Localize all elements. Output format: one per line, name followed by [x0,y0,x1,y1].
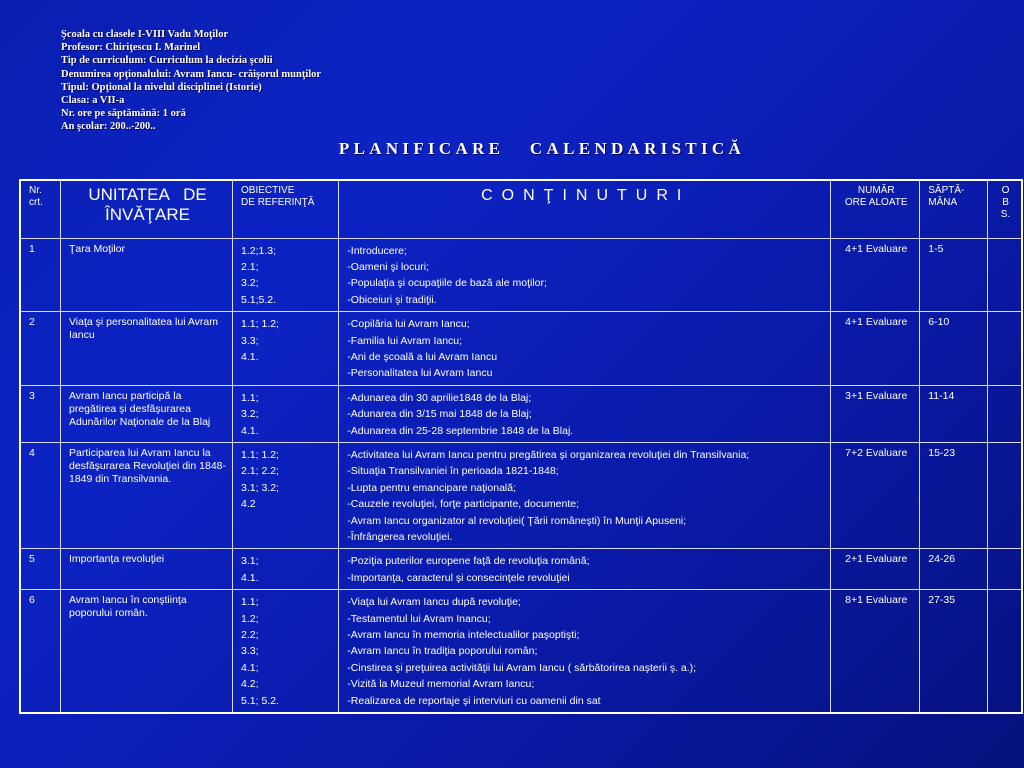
header-week: SĂPTĂ- MÂNA [920,180,988,238]
row-week: 6-10 [920,312,988,386]
row-number: 5 [20,549,60,590]
content-item: -Viaţa lui Avram Iancu după revoluţie; [347,596,521,609]
objective-item: 5.1; 5.2. [241,694,279,707]
row-obs [988,590,1022,713]
row-unit: Participarea lui Avram Iancu la desfăşurarea Revoluţiei din 1848-1849 din Transilvania. [60,442,232,548]
content-item: -Obiceiuri şi tradiţii. [347,293,437,306]
objective-item: 1.1; [241,596,259,609]
content-item: -Activitatea lui Avram Iancu pentru pregătirea şi organizarea revoluţiei din Transilvania; [347,448,750,461]
row-week: 24-26 [920,549,988,590]
table-row [20,385,1022,442]
objective-item: 5.1;5.2. [241,293,277,306]
table-header-row [20,180,1022,238]
row-week: 1-5 [920,238,988,312]
objective-item: 4.1. [241,424,259,437]
school-year: An şcolar: 200..-200.. [61,121,156,133]
row-contents [339,385,831,442]
objective-item: 4.2; [241,678,259,691]
content-item: -Ani de şcoală a lui Avram Iancu [347,350,498,363]
row-week: 11-14 [920,385,988,442]
objective-item: 4.1. [241,350,259,363]
row-number: 2 [20,312,60,386]
table-row [20,312,1022,386]
table-row [20,442,1022,548]
content-item: -Situaţia Transilvaniei în perioada 1821-1848; [347,465,559,478]
objective-item: 1.2;1.3; [241,244,277,257]
content-item: -Oameni şi locuri; [347,260,429,273]
class-level: Clasa: a VII-a [61,95,125,107]
objective-item: 2.1; [241,260,259,273]
row-obs [988,238,1022,312]
content-item: -Avram Iancu în memoria intelectualilor paşoptişti; [347,629,580,642]
header-nr: Nr. crt. [20,180,60,238]
row-hours: 7+2 Evaluare [831,442,920,548]
objective-item: 4.1. [241,571,259,584]
row-number: 6 [20,590,60,713]
optional-type: Tipul: Opţional la nivelul disciplinei (Istorie) [61,81,262,93]
row-obs [988,549,1022,590]
row-unit: Viaţa şi personalitatea lui Avram Iancu [60,312,232,386]
content-item: -Personalitatea lui Avram Iancu [347,367,493,380]
content-item: -Poziţia puterilor europene faţă de revoluţia română; [347,555,590,568]
objective-item: 1.1; 1.2; [241,448,279,461]
row-obs [988,442,1022,548]
objective-item: 3.2; [241,408,259,421]
row-unit: Ţara Moţilor [60,238,232,312]
content-item: -Avram Iancu organizator al revoluţiei( Ţării româneşti) în Munţii Apuseni; [347,514,687,527]
row-contents [339,312,831,386]
row-obs [988,312,1022,386]
row-objectives [233,442,339,548]
objective-item: 3.2; [241,277,259,290]
content-item: -Înfrângerea revoluţiei. [347,531,453,543]
row-number: 4 [20,442,60,548]
row-unit: Avram Iancu în conştiinţa poporului român. [60,590,232,713]
objective-item: 4.1; [241,661,259,674]
content-item: -Vizită la Muzeul memorial Avram Iancu; [347,678,535,691]
row-contents [339,442,831,548]
content-item: -Familia lui Avram Iancu; [347,334,463,347]
content-item: -Adunarea din 25-28 septembrie 1848 de la Blaj. [347,424,574,437]
content-item: -Realizarea de reportaje şi interviuri cu oamenii din sat [347,694,601,707]
objective-item: 4.2 [241,498,256,511]
optional-name: Denumirea opţionalului: Avram Iancu- crăişorul munţilor [61,68,322,80]
row-objectives [233,238,339,312]
row-hours: 3+1 Evaluare [831,385,920,442]
content-item: -Cinstirea şi preţuirea activităţii lui Avram Iancu ( sărbătorirea naşterii ş. a.); [347,661,697,674]
table-row [20,238,1022,312]
objective-item: 3.1; [241,555,259,568]
content-item: -Avram Iancu în tradiţia poporului român; [347,645,538,658]
school-name: Şcoala cu clasele I-VIII Vadu Moţilor [61,29,229,40]
table-row [20,549,1022,590]
header-obs: O B S. [988,180,1022,238]
row-contents [339,238,831,312]
content-item: -Introducere; [347,244,407,257]
objective-item: 1.1; [241,391,259,404]
objective-item: 3.3; [241,334,259,347]
content-item: -Cauzele revoluţiei, forţe participante, documente; [347,498,580,511]
planning-table [19,179,1023,714]
row-contents [339,590,831,713]
objective-item: 3.3; [241,645,259,658]
row-obs [988,385,1022,442]
row-unit: Avram Iancu participă la pregătirea şi desfăşurarea Adunărilor Naţionale de la Blaj [60,385,232,442]
row-objectives [233,590,339,713]
content-item: -Adunarea din 3/15 mai 1848 de la Blaj; [347,408,532,421]
row-hours: 2+1 Evaluare [831,549,920,590]
row-hours: 8+1 Evaluare [831,590,920,713]
header-contents: CONŢINUTURI [339,180,831,238]
header-objectives: OBIECTIVE DE REFERINŢĂ [233,180,339,238]
objective-item: 1.1; 1.2; [241,318,279,331]
row-week: 15-23 [920,442,988,548]
objective-item: 2.1; 2.2; [241,465,279,478]
row-objectives [233,385,339,442]
row-unit: Importanţa revoluţiei [60,549,232,590]
content-item: -Importanţa, caracterul şi consecinţele revoluţiei [347,571,570,584]
teacher-name: Profesor: Chiriţescu I. Marinel [61,42,201,54]
objective-item: 1.2; [241,612,259,625]
row-hours: 4+1 Evaluare [831,312,920,386]
content-item: -Testamentul lui Avram Inancu; [347,612,491,625]
content-item: -Populaţia şi ocupaţiile de bază ale moţilor; [347,277,547,290]
row-number: 3 [20,385,60,442]
curriculum-type: Tip de curriculum: Curriculum la decizia şcolii [61,55,273,67]
row-number: 1 [20,238,60,312]
hours-per-week: Nr. ore pe săptămână: 1 oră [61,108,186,120]
content-item: -Adunarea din 30 aprilie1848 de la Blaj; [347,391,532,404]
header-hours: NUMĂR ORE ALOATE [831,180,920,238]
table-row [20,590,1022,713]
objective-item: 2.2; [241,629,259,642]
header-unit: UNITATEA DE ÎNVĂŢARE [60,180,232,238]
row-contents [339,549,831,590]
page-title: PLANIFICARE CALENDARISTICĂ [338,139,746,158]
row-hours: 4+1 Evaluare [831,238,920,312]
row-week: 27-35 [920,590,988,713]
content-item: -Copilăria lui Avram Iancu; [347,318,470,331]
content-item: -Lupta pentru emancipare naţională; [347,481,516,494]
row-objectives [233,312,339,386]
row-objectives [233,549,339,590]
objective-item: 3.1; 3.2; [241,481,279,494]
document-header [61,28,321,134]
